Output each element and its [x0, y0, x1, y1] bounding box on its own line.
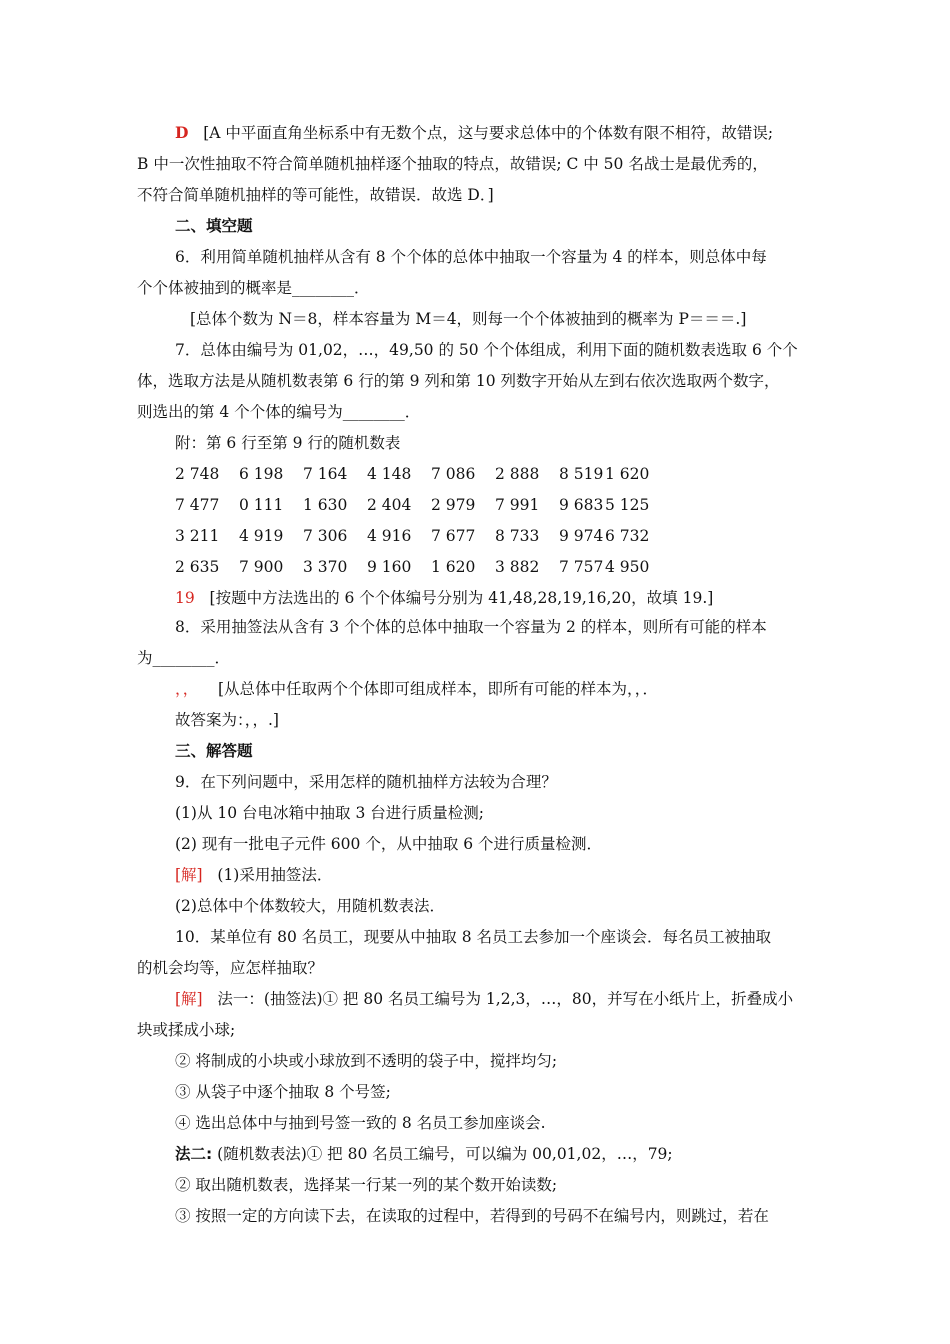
q8-answer-value: ，，: [175, 680, 199, 698]
q9-solution-1: [175, 865, 332, 885]
q8-answer-text: [从总体中任取两个个体即可组成样本，即所有可能的样本为，，．: [217, 680, 659, 698]
table-cell: 2 404: [367, 496, 412, 514]
table-cell: 7 164: [303, 465, 348, 483]
table-row: [175, 526, 669, 546]
table-cell: 2 888: [495, 465, 540, 483]
q9-line-3: (2) 现有一批电子元件 600 个，从中抽取 6 个进行质量检测．: [175, 835, 603, 853]
table-cell: 7 306: [303, 527, 348, 545]
q7-answer-text: [按题中方法选出的 6 个个体编号分别为 41,48,28,19,16,20，故填 19.]: [209, 589, 714, 607]
q6-answer: [总体个数为 N＝8，样本容量为 M＝4，则每一个个体被抽到的概率为 P＝＝＝.]: [190, 310, 747, 328]
q9-line-2: (1)从 10 台电冰箱中抽取 3 台进行质量检测;: [175, 804, 484, 822]
table-cell: 9 974: [559, 527, 604, 545]
q9-line-1: 9．在下列问题中，采用怎样的随机抽样方法较为合理？: [175, 773, 557, 791]
method-2-text: (随机数表法)① 把 80 名员工编号，可以编为 00,01,02，…，79;: [217, 1145, 673, 1163]
table-cell: 9 683: [559, 496, 604, 514]
table-cell: 7 086: [431, 465, 476, 483]
q10-solution-3: ② 将制成的小块或小球放到不透明的袋子中，搅拌均匀;: [175, 1052, 558, 1070]
section-heading-fill: 二、填空题: [175, 217, 253, 235]
answer-letter: D: [175, 123, 189, 142]
q7-line-3: 则选出的第 4 个个体的编号为________．: [137, 403, 421, 421]
q7-line-2: 体，选取方法是从随机数表第 6 行的第 9 列和第 10 列数字开始从左到右依次选取两个数字，: [137, 372, 780, 390]
table-row: [175, 495, 669, 515]
answer-text: [A 中平面直角坐标系中有无数个点，这与要求总体中的个体数有限不相符，故错误;: [203, 124, 774, 142]
section-heading-solve: 三、解答题: [175, 742, 253, 760]
q6-line-2: 个个体被抽到的概率是________．: [137, 279, 370, 297]
q7-answer: [175, 588, 713, 608]
answer-line-2: B 中一次性抽取不符合简单随机抽样逐个抽取的特点，故错误; C 中 50 名战士是最优秀的，: [137, 155, 768, 173]
q6-line-1: 6．利用简单随机抽样从含有 8 个个体的总体中抽取一个容量为 4 的样本，则总体中每: [175, 248, 767, 266]
table-cell: 7 991: [495, 496, 540, 514]
q8-line-2: 为________．: [137, 649, 231, 667]
q10-line-2: 的机会均等，应怎样抽取？: [137, 959, 324, 977]
q10-solution-2: 块或揉成小球;: [137, 1021, 236, 1039]
q10-method-2-step-2: ② 取出随机数表，选择某一行某一列的某个数开始读数;: [175, 1176, 558, 1194]
q10-solution-1-text: 法一：(抽签法)① 把 80 名员工编号为 1,2,3，…，80，并写在小纸片上，折叠成小: [217, 990, 794, 1008]
table-cell: 0 111: [239, 496, 284, 514]
q9-solution-1-text: (1)采用抽签法．: [217, 866, 333, 884]
answer-line-1: [175, 123, 773, 143]
table-cell: 7 900: [239, 558, 284, 576]
table-cell: 1 630: [303, 496, 348, 514]
table-cell: 1 620: [431, 558, 476, 576]
table-cell: 3 370: [303, 558, 348, 576]
table-row: [175, 557, 669, 577]
solution-label: [解]: [175, 866, 203, 884]
table-cell: 8 519: [559, 465, 604, 483]
table-cell: 2 979: [431, 496, 476, 514]
table-cell: 2 635: [175, 558, 220, 576]
table-cell: 5 125: [605, 496, 650, 514]
q9-solution-2: (2)总体中个体数较大，用随机数表法．: [175, 897, 445, 915]
q10-solution-1: [175, 989, 793, 1009]
q7-line-1: 7．总体由编号为 01,02，…，49,50 的 50 个个体组成，利用下面的随机数表选取 6 个个: [175, 341, 798, 359]
table-cell: 3 882: [495, 558, 540, 576]
q10-method-2: [175, 1144, 673, 1164]
table-cell: 7 757: [559, 558, 604, 576]
table-cell: 2 748: [175, 465, 220, 483]
table-cell: 4 148: [367, 465, 412, 483]
solution-label: [解]: [175, 990, 203, 1008]
q7-answer-value: 19: [175, 589, 195, 607]
q10-solution-5: ④ 选出总体中与抽到号签一致的 8 名员工参加座谈会.: [175, 1114, 546, 1132]
table-cell: 3 211: [175, 527, 220, 545]
table-cell: 8 733: [495, 527, 540, 545]
table-cell: 1 620: [605, 465, 650, 483]
table-cell: 7 477: [175, 496, 220, 514]
method-2-label: 法二:: [175, 1145, 213, 1163]
q10-method-2-step-3: ③ 按照一定的方向读下去，在读取的过程中，若得到的号码不在编号内，则跳过，若在: [175, 1207, 769, 1225]
q8-answer-conclusion: 故答案为：，，.]: [175, 711, 279, 729]
table-row: [175, 464, 669, 484]
q8-answer: [175, 679, 658, 699]
table-cell: 7 677: [431, 527, 476, 545]
q8-line-1: 8．采用抽签法从含有 3 个个体的总体中抽取一个容量为 2 的样本，则所有可能的样本: [175, 618, 767, 636]
table-cell: 4 916: [367, 527, 412, 545]
q7-appendix: 附：第 6 行至第 9 行的随机数表: [175, 434, 401, 452]
table-cell: 6 732: [605, 527, 650, 545]
q10-line-1: 10．某单位有 80 名员工，现要从中抽取 8 名员工去参加一个座谈会．每名员工被抽取: [175, 928, 772, 946]
table-cell: 9 160: [367, 558, 412, 576]
table-cell: 6 198: [239, 465, 284, 483]
q10-solution-4: ③ 从袋子中逐个抽取 8 个号签;: [175, 1083, 391, 1101]
answer-line-3: 不符合简单随机抽样的等可能性，故错误．故选 D．]: [137, 186, 494, 204]
table-cell: 4 950: [605, 558, 650, 576]
table-cell: 4 919: [239, 527, 284, 545]
